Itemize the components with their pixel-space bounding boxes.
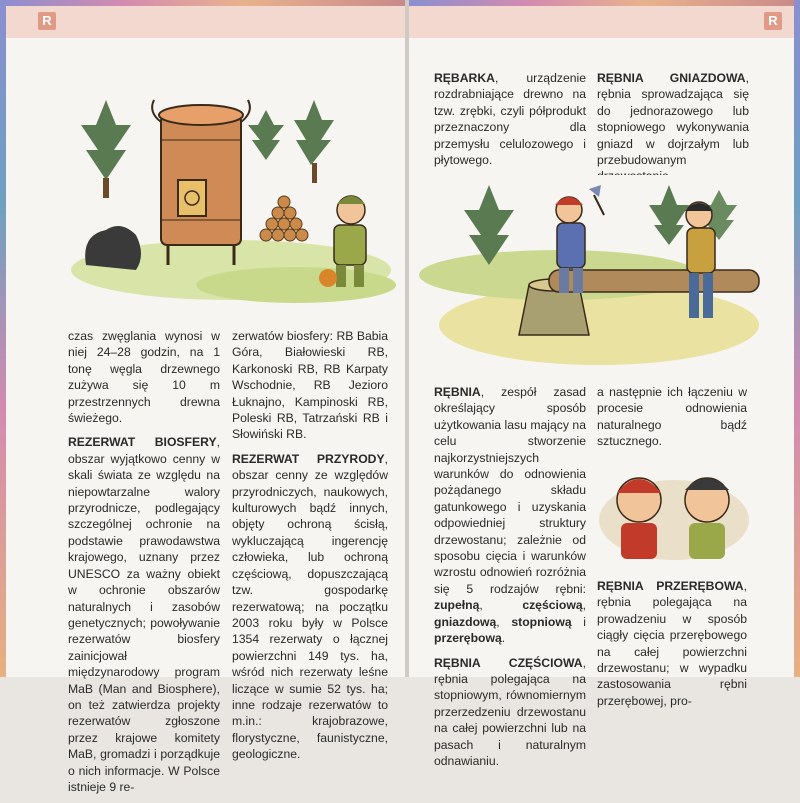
- index-letter-tab: R: [38, 12, 56, 30]
- entry-term: RĘBARKA: [434, 71, 495, 85]
- entry-rebarka: [434, 70, 586, 168]
- entry-term: REZERWAT BIOSFERY: [68, 435, 217, 450]
- index-letter-tab: R: [764, 12, 782, 30]
- entry-definition: , rębnia polegająca na stopniowym, równomiernym przerzedzeniu drzewostanu na całej powierzchni lub na pasach i naturalnym odnawianiu.: [434, 655, 586, 768]
- page-edge-strip: [0, 0, 6, 677]
- charcoal-kiln-illustration: [66, 70, 396, 305]
- entry-term: RĘBNIA GNIAZDOWA: [597, 71, 746, 85]
- text-column-top-1: [434, 70, 586, 176]
- entry-rezerwat-biosfery: [68, 434, 220, 795]
- header-band: [409, 6, 800, 38]
- text-column-1: [68, 328, 220, 803]
- text-column-mid-2b: [597, 578, 747, 717]
- entry-definition: , rębnia sprowadzająca się do jednorazowego lub stopniowego wykonywania gniazd w dojrzałym lub przebudowanym: [597, 71, 749, 168]
- entry-definition: , urządzenie rozdrabniające drewno na tzw. zrębki, czyli półprodukt przeznaczony dla przemysłu celulozowego i płytowego.: [434, 71, 586, 168]
- kind-czesciowa: częściową: [522, 598, 583, 613]
- entry-definition: , obszar wyjątkowo cenny w skali świata ze względu na niepowtarzalne walory przyrodnicze, podlegający szczególnej ochronie na podstawie prawodawstwa krajowego, uznany przez UNESCO za ważny obiekt w ochronie obszarów naturalnych i zasobów genetycznych; powoływanie rezerwatów biosfery zainicjował międzynarodowy program MaB (Man and Biosphere), on też zatwierdza projekty rezerwatów zgłoszone przez krajowe komitety MaB, gromadzi i porządkuje o nich informacje. W Polsce istnieje 9 re-: [68, 435, 220, 794]
- entry-term: RĘBNIA PRZERĘBOWA: [597, 579, 744, 593]
- loggers-illustration: [439, 175, 759, 365]
- paragraph-gniazdowa-cont: a następnie ich łączeniu w procesie odnowienia naturalnego bądź sztucznego.: [597, 385, 747, 449]
- entry-definition: , obszar cenny ze względów przyrodniczych, naukowych, kulturowych bądź innych, objęty ochroną ścisłą, wykluczającą ingerencję człowieka, lub ochroną częściową, dopuszczającą tzw. gospodarkę rezerwatową; na początku 2003 roku były w Polsce 1354 rezerwaty o łącznej powierzchni 149 tys. ha, wśród nich rezerwaty leśne liczące w sumie 52 tys. ha; inne rodzaje rezerwatów to m.in.: krajobrazowe, florystyczne, faunistyczne, geologiczne.: [232, 451, 388, 762]
- entry-term: RĘBNIA CZĘŚCIOWA: [434, 655, 583, 670]
- paragraph-charcoal-end: czas zwęglania wynosi w niej 24–28 godzin, na 1 tonę węgla drzewnego zużywa się 10 m przestrzennych drewna świeżego.: [68, 329, 220, 426]
- entry-rebnia: RĘBNIA, zespół zasad określający sposób użytkowania lasu mający na celu stworzenie najkorzystniejszych warunków do odnowienia pożądanego składu gatunkowego i uzyskania odpowiedniej struktury drzewostanu; zależnie od sposobu cięcia i warunków wzrostu odnowień rozróżnia się 5 rodzajów rębni: zupełną, częściową, gniazdową, stopniową i przerębową.: [434, 385, 586, 646]
- entry-rebnia-czesciowa: [434, 655, 586, 770]
- right-page: [409, 0, 800, 768]
- entry-term: RĘBNIA: [434, 385, 481, 399]
- kind-stopniowa: stopniową: [511, 614, 572, 629]
- entry-rebnia-przerebowa: [597, 578, 747, 709]
- kind-zupelna: zupełną: [434, 598, 480, 613]
- header-band: [0, 6, 405, 38]
- text-column-2: [232, 328, 388, 771]
- entry-rezerwat-przyrody: [232, 451, 388, 763]
- text-column-mid-1: [434, 384, 586, 777]
- entry-definition: , zespół zasad określający sposób użytkowania lasu mający na celu stworzenie najkorzystniejszych warunków do odnowienia pożądanego składu gatunkowego i uzyskania odpowiedniej struktury drzewostanu; zależnie od sposobu cięcia i warunków wzrostu odnowień rozróżnia się 5 rodzajów rębni:: [434, 385, 586, 596]
- two-men-illustration: [599, 445, 749, 563]
- entry-definition: , rębnia polegająca na prowadzeniu w sposób ciągły cięcia przerębowego na całej powierzchni drzewostanu; w wypadku zastosowania rębni przerębowej, pro-: [597, 579, 747, 708]
- kind-przerebowa: przerębową: [434, 631, 502, 646]
- kind-gniazdowa: gniazdową: [434, 614, 497, 629]
- page-edge-strip: [794, 0, 800, 677]
- entry-term: REZERWAT PRZYRODY: [232, 451, 385, 466]
- entry-rebnia-gniazdowa: [597, 70, 749, 185]
- paragraph-biosphere-list: zerwatów biosfery: RB Babia Góra, Białowieski RB, Karkonoski RB, RB Karpaty Wschodnie, RB Jezioro Łuknajno, Kampinoski RB, Poleski RB, Tatrzański RB i Słowiński RB.: [232, 329, 388, 442]
